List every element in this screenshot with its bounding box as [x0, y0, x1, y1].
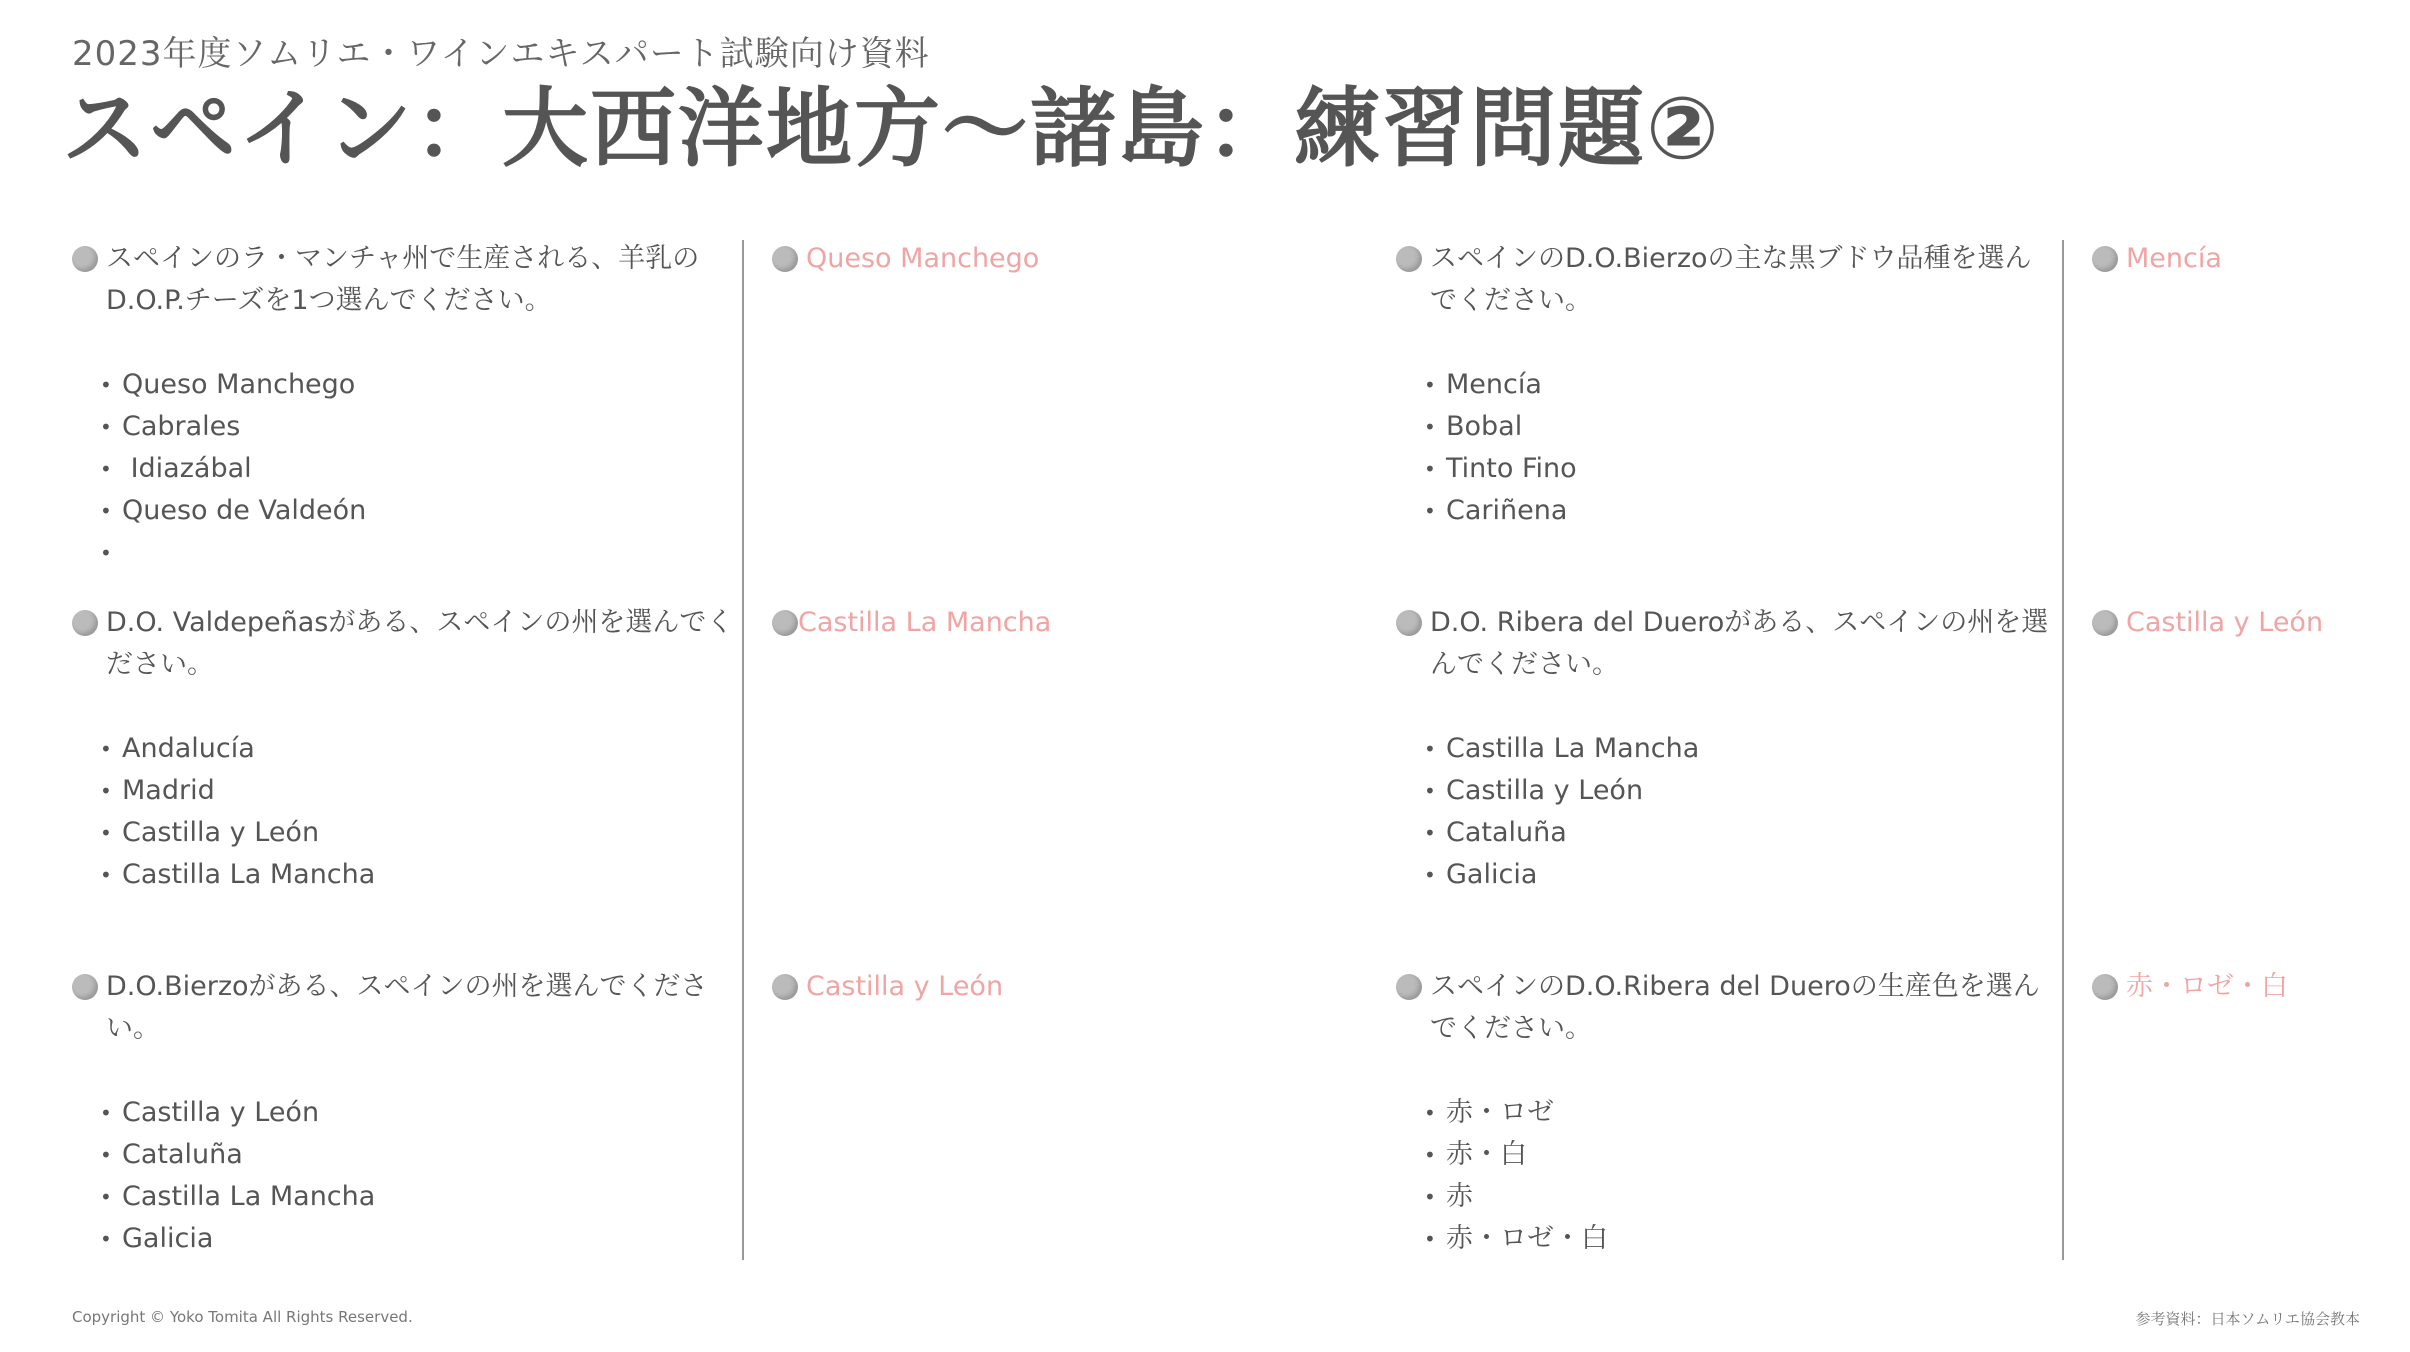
right-question-column — [1396, 238, 2056, 1253]
question-text — [1396, 966, 2056, 1050]
question-label: スペインのD.O.Bierzoの主な黒ブドウ品種を選んでください。 — [1430, 243, 2032, 316]
option-item: • Galicia — [1424, 854, 2056, 896]
answer-block-4 — [2092, 238, 2392, 280]
option-item-empty — [100, 532, 740, 574]
answer-block-3 — [772, 966, 1332, 1008]
option-item: • Castilla La Mancha — [100, 854, 740, 896]
option-list — [1396, 728, 2056, 896]
answer-label: Castilla y León — [2126, 607, 2324, 638]
option-item: • Cataluña — [100, 1134, 740, 1176]
question-label: スペインのD.O.Ribera del Dueroの生産色を選んでください。 — [1430, 971, 2040, 1044]
question-text — [72, 238, 740, 322]
question-text — [1396, 238, 2056, 322]
bullet-circle-icon — [772, 246, 798, 272]
bullet-circle-icon — [772, 974, 798, 1000]
answer-label: 赤・ロゼ・白 — [2126, 971, 2288, 1002]
option-item: • Castilla y León — [100, 812, 740, 854]
option-item: • 赤 — [1424, 1176, 2056, 1218]
option-list — [72, 728, 740, 896]
left-question-column — [72, 238, 740, 1253]
option-item: • Galicia — [100, 1218, 740, 1260]
question-block-2 — [72, 602, 740, 896]
bullet-circle-icon — [2092, 246, 2118, 272]
option-item: • Bobal — [1424, 406, 2056, 448]
answer-label: Castilla La Mancha — [798, 607, 1052, 638]
answer-block-2 — [772, 602, 1332, 644]
bullet-circle-icon — [1396, 974, 1422, 1000]
question-block-3 — [72, 966, 740, 1260]
question-label: スペインのラ・マンチャ州で生産される、羊乳のD.O.P.チーズを1つ選んでください。 — [106, 243, 700, 316]
bullet-circle-icon — [72, 246, 98, 272]
answer-text — [2092, 602, 2392, 644]
answer-label: Mencía — [2126, 243, 2222, 274]
answer-text — [772, 602, 1332, 644]
question-block-5 — [1396, 602, 2056, 896]
column-divider-left — [742, 240, 744, 1260]
answer-block-5 — [2092, 602, 2392, 644]
option-list — [1396, 364, 2056, 532]
answer-text — [2092, 966, 2392, 1008]
option-item: • 赤・ロゼ — [1424, 1092, 2056, 1134]
answer-label: Castilla y León — [806, 971, 1004, 1002]
bullet-circle-icon — [2092, 610, 2118, 636]
option-list — [72, 364, 740, 574]
bullet-circle-icon — [72, 610, 98, 636]
option-item: • 赤・白 — [1424, 1134, 2056, 1176]
option-item: • Cabrales — [100, 406, 740, 448]
question-block-1 — [72, 238, 740, 574]
bullet-circle-icon — [72, 974, 98, 1000]
option-item: • Cariñena — [1424, 490, 2056, 532]
answer-block-6 — [2092, 966, 2392, 1008]
answer-text — [772, 966, 1332, 1008]
option-item: • Idiazábal — [100, 448, 740, 490]
question-text — [72, 966, 740, 1050]
bullet-circle-icon — [1396, 246, 1422, 272]
column-divider-right — [2062, 240, 2064, 1260]
question-label: D.O. Valdepeñasがある、スペインの州を選んでください。 — [106, 607, 734, 680]
copyright-notice: Copyright © Yoko Tomita All Rights Reserved. — [72, 1308, 413, 1326]
page-title: スペイン：大西洋地方～諸島：練習問題② — [62, 79, 1721, 179]
option-item: • Madrid — [100, 770, 740, 812]
option-list — [72, 1092, 740, 1260]
right-answer-column — [2092, 238, 2392, 1253]
bullet-circle-icon — [1396, 610, 1422, 636]
option-list — [1396, 1092, 2056, 1260]
reference-note: 参考資料：日本ソムリエ協会教本 — [2135, 1310, 2360, 1328]
question-block-4 — [1396, 238, 2056, 532]
answer-block-1 — [772, 238, 1332, 280]
bullet-circle-icon — [772, 610, 798, 636]
question-label: D.O. Ribera del Dueroがある、スペインの州を選んでください。 — [1430, 607, 2049, 680]
option-item: • Castilla y León — [1424, 770, 2056, 812]
option-item: • Mencía — [1424, 364, 2056, 406]
answer-label: Queso Manchego — [806, 243, 1040, 274]
option-item: • Castilla La Mancha — [1424, 728, 2056, 770]
answer-text — [2092, 238, 2392, 280]
option-item: • 赤・ロゼ・白 — [1424, 1218, 2056, 1260]
answer-text — [772, 238, 1332, 280]
question-block-6 — [1396, 966, 2056, 1260]
option-item: • Queso Manchego — [100, 364, 740, 406]
option-item: • Andalucía — [100, 728, 740, 770]
option-item: • Castilla y León — [100, 1092, 740, 1134]
option-item: • Tinto Fino — [1424, 448, 2056, 490]
page-subtitle: 2023年度ソムリエ・ワインエキスパート試験向け資料 — [72, 34, 930, 74]
option-item: • Castilla La Mancha — [100, 1176, 740, 1218]
bullet-circle-icon — [2092, 974, 2118, 1000]
question-text — [1396, 602, 2056, 686]
option-item: • Cataluña — [1424, 812, 2056, 854]
option-item: • Queso de Valdeón — [100, 490, 740, 532]
left-answer-column — [772, 238, 1332, 1253]
question-text — [72, 602, 740, 686]
question-label: D.O.Bierzoがある、スペインの州を選んでください。 — [106, 971, 708, 1044]
